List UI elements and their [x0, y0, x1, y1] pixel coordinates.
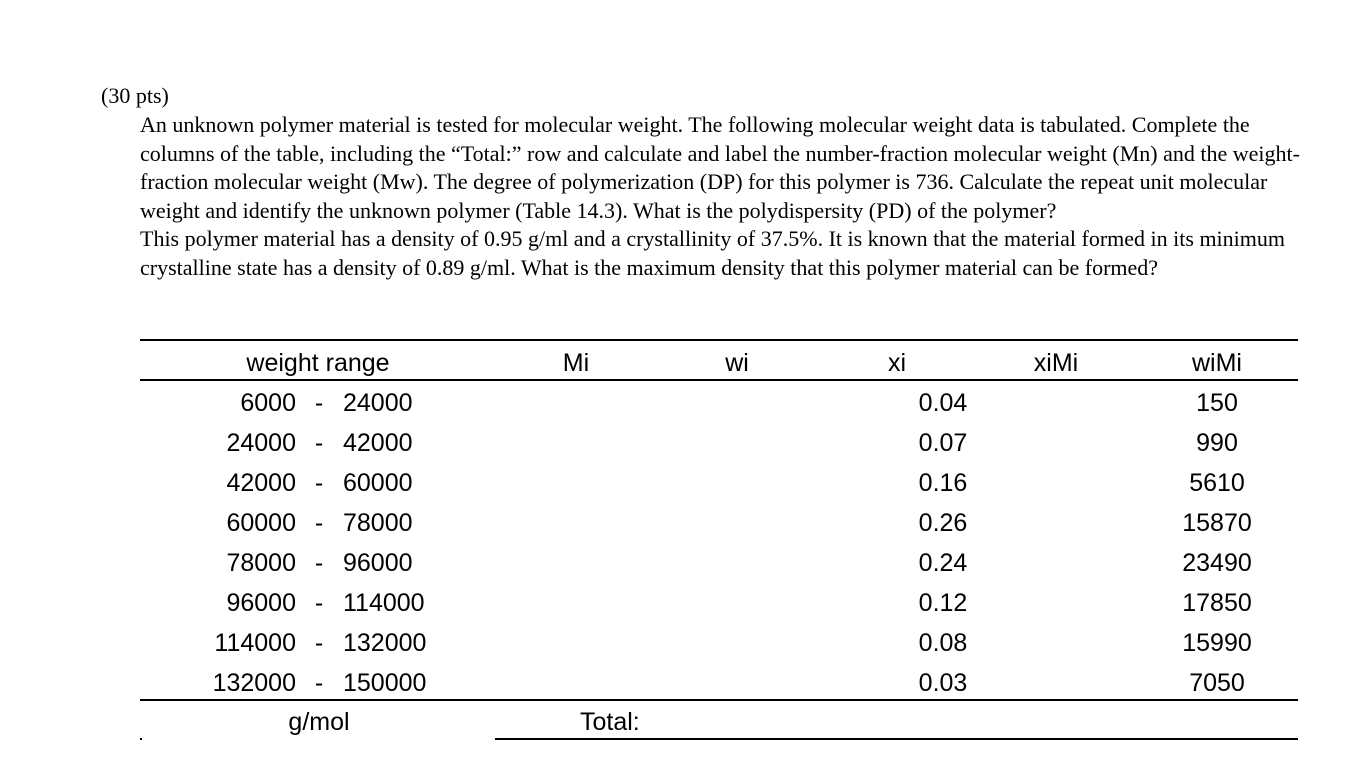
range-low: 42000 — [226, 469, 296, 497]
range-high: 42000 — [343, 429, 413, 457]
header-wi: wi — [725, 349, 749, 377]
range-low: 60000 — [226, 509, 296, 537]
wimi-value: 5610 — [1189, 469, 1245, 497]
range-dash: - — [314, 469, 324, 497]
range-dash: - — [314, 589, 324, 617]
range-dash: - — [314, 389, 324, 417]
range-high: 24000 — [343, 389, 413, 417]
xi-value: 0.26 — [918, 509, 968, 537]
xi-value: 0.08 — [918, 629, 968, 657]
total-label: Total: — [580, 708, 640, 736]
table-top-rule — [140, 339, 1298, 341]
range-low: 78000 — [226, 549, 296, 577]
range-dash: - — [314, 549, 324, 577]
header-mi: Mi — [562, 349, 590, 377]
problem-paragraph-2: This polymer material has a density of 0.95 g/ml and a crystallinity of 37.5%. It is known that the material formed in its minimum crystalline state has a density of 0.89 g/ml. What is the maximum density that this polymer material can be formed? — [140, 226, 1285, 280]
wimi-value: 7050 — [1189, 669, 1245, 697]
points-label: (30 pts) — [101, 83, 169, 108]
xi-value: 0.07 — [918, 429, 968, 457]
problem-statement — [140, 111, 1310, 283]
units-label: g/mol — [288, 708, 350, 736]
wimi-value: 15990 — [1182, 629, 1252, 657]
wimi-value: 17850 — [1182, 589, 1252, 617]
problem-paragraph-1: An unknown polymer material is tested for molecular weight. The following molecular weight data is tabulated. Complete the columns of the table, including the “Total:” row and calculate and label the number-fraction molecular weight (Mn) and the weight-fraction molecular weight (Mw). The degree of polymerization (DP) for this polymer is 736. Calculate the repeat unit molecular weight and identify the unknown polymer (Table 14.3). What is the polydispersity (PD) of the polymer? — [140, 112, 1300, 223]
range-high: 96000 — [343, 549, 413, 577]
range-dash: - — [314, 509, 324, 537]
range-low: 114000 — [214, 629, 296, 657]
range-dash: - — [314, 429, 324, 457]
wimi-value: 150 — [1196, 389, 1238, 417]
body-bottom-rule — [140, 699, 1298, 701]
stray-dot — [140, 738, 142, 740]
range-low: 96000 — [226, 589, 296, 617]
xi-value: 0.04 — [918, 389, 968, 417]
range-high: 78000 — [343, 509, 413, 537]
range-high: 114000 — [343, 589, 425, 617]
header-bottom-rule — [140, 379, 1298, 381]
xi-value: 0.12 — [918, 589, 968, 617]
xi-value: 0.16 — [918, 469, 968, 497]
xi-value: 0.24 — [918, 549, 968, 577]
header-xi: xi — [887, 349, 907, 377]
range-low: 24000 — [226, 429, 296, 457]
header-wimi: wiMi — [1192, 349, 1242, 377]
wimi-value: 15870 — [1182, 509, 1252, 537]
header-weight-range: weight range — [246, 349, 390, 377]
range-low: 132000 — [212, 669, 296, 697]
header-ximi: xiMi — [1033, 349, 1079, 377]
wimi-value: 990 — [1196, 429, 1238, 457]
xi-value: 0.03 — [918, 669, 968, 697]
range-high: 132000 — [343, 629, 427, 657]
total-row-rule — [495, 738, 1298, 740]
range-high: 60000 — [343, 469, 413, 497]
range-dash: - — [314, 629, 324, 657]
range-dash: - — [314, 669, 324, 697]
range-low: 6000 — [240, 389, 296, 417]
wimi-value: 23490 — [1182, 549, 1252, 577]
range-high: 150000 — [343, 669, 427, 697]
